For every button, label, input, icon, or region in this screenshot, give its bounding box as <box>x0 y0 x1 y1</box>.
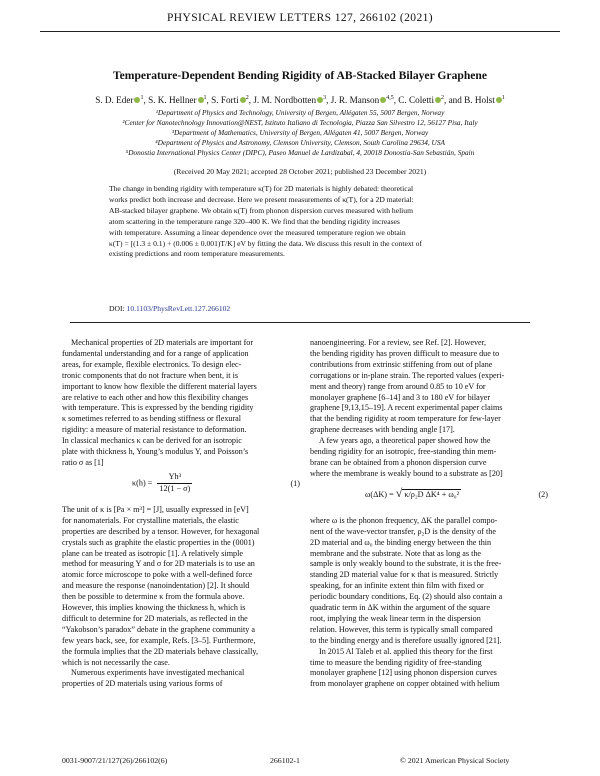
author-name: J. M. Nordbotten <box>253 95 317 106</box>
text-line: root, implying the weak linear term in the dispersion <box>310 613 481 623</box>
text-line: corrugations or in-plane strain. The reported values (experi- <box>310 370 505 380</box>
text-line: periodic boundary conditions, Eq. (2) should also contain a <box>310 592 503 602</box>
text-line: time to measure the bending rigidity of free-standing <box>310 657 482 667</box>
text-line: Mechanical properties of 2D materials are important for <box>71 338 254 347</box>
text-line: which is not necessarily the case. <box>62 657 170 667</box>
doi-label: DOI: <box>109 304 125 313</box>
equation-1-denominator: 12(1 − σ) <box>159 483 191 493</box>
text-line: from monolayer graphene on copper obtained with helium <box>310 679 500 689</box>
text-line: “Yakobson’s paradox” debate in the graphene community a <box>62 624 255 634</box>
author-affiliation-mark: 1 <box>140 95 144 101</box>
text-line: sample is only weakly bound to the substrate, it is the free- <box>310 559 502 569</box>
author <box>211 95 249 105</box>
text-line: where ω is the phonon frequency, ΔK the parallel compo- <box>310 515 498 525</box>
author <box>148 95 206 105</box>
text-line: nanoengineering. For a review, see Ref. [2]. However, <box>310 338 487 347</box>
text-line: where the membrane is weakly bound to a substrate as [20] <box>310 468 503 478</box>
author-name: C. Coletti <box>398 95 435 106</box>
equation-1-body <box>132 472 192 495</box>
text-line: few years back, see, for example, Refs. [3–5]. Furthermore, <box>62 635 256 645</box>
text-line: fundamental understanding and for a range of application <box>62 348 249 358</box>
abstract-line: works predict both increase and decrease. Here we present measurements of κ(T), for a 2D material: <box>109 194 414 204</box>
text-line: brane can be obtained from a phonon dispersion curve <box>310 457 487 467</box>
text-line: tronic components that do not fracture when bent, it is <box>62 370 238 380</box>
equation-2-body: ω(ΔK) = √ κ/ρ₂D ΔK⁴ + ω₀² <box>365 485 460 500</box>
author-affiliation-mark: 2 <box>441 95 445 101</box>
text-line: to the binding energy and is therefore usually ignored [21]. <box>310 635 502 645</box>
text-line: Numerous experiments have investigated mechanical <box>71 668 245 678</box>
abstract-line: atom scattering in the temperature range 320–400 K. We find that the bending rigidity increases <box>109 216 400 226</box>
text-line: graphene decreases with bending angle [17]. <box>310 425 455 435</box>
text-line: quadratic term in ΔK within the argument of the square <box>310 603 490 613</box>
author-affiliation-mark: 4,5 <box>386 95 394 101</box>
text-line: monolayer graphene [12] using phonon dispersion curves <box>310 668 497 678</box>
text-line: In classical mechanics κ can be derived for an isotropic <box>62 436 242 446</box>
paragraph <box>62 668 300 690</box>
text-line: are relative to each other and how this flexibility changes <box>62 392 249 402</box>
text-line: method for measuring Y and σ for 2D materials is to use an <box>62 559 255 569</box>
text-line: standing 2D material value for κ that is measured. Strictly <box>310 570 499 580</box>
equation-2-number: (2) <box>538 489 548 499</box>
author <box>331 95 394 105</box>
affiliation-3: ³Department of Mathematics, University of Bergen, Allégaten 41, 5007 Bergen, Norway <box>171 128 429 137</box>
text-line: with temperature. This is expressed by the bending rigidity <box>62 403 254 413</box>
text-line: κ sometimes referred to as bending stiffness or flexural <box>62 414 242 424</box>
abstract-line: AB-stacked bilayer graphene. We obtain κ(T) from phonon dispersion curves measured with helium <box>109 205 413 215</box>
affiliation-4: ⁴Department of Physics and Astronomy, Clemson University, Clemson, South Carolina 29634, USA <box>155 138 445 147</box>
text-line: bending rigidity for an isotropic, free-standing thin mem- <box>310 447 497 457</box>
abstract-line: κ(T) = [(1.3 ± 0.1) + (0.006 ± 0.001)T/K] eV by fitting the data. We discuss this result in the context of <box>109 238 422 248</box>
equation-2 <box>310 480 548 516</box>
text-line: monolayer graphene [6–14] and 3 to 180 eV for bilayer <box>310 392 491 402</box>
text-line: ratio σ as [1] <box>62 457 104 467</box>
text-line: nent of the wave-vector transfer, ρ₂D is the density of the <box>310 526 496 536</box>
author-affiliation-mark: 2 <box>245 95 249 101</box>
author <box>95 95 143 105</box>
text-line: properties are described by a tensor. However, for hexagonal <box>62 526 260 536</box>
running-head: PHYSICAL REVIEW LETTERS 127, 266102 (2021) <box>167 12 433 24</box>
abstract-line: The change in bending rigidity with temperature κ(T) for 2D materials is highly debated: theoretical <box>109 184 414 193</box>
footer-page: 266102-1 <box>270 756 300 765</box>
text-line: the formula implies that the 2D materials behave classically, <box>62 646 258 656</box>
doi <box>109 304 230 313</box>
abstract <box>109 184 495 260</box>
footer-copyright: © 2021 American Physical Society <box>400 756 510 765</box>
abstract-line: existing predictions and room temperature measurements. <box>109 249 285 259</box>
equation-1-number: (1) <box>290 478 300 488</box>
author-affiliation-mark: 1 <box>203 95 207 101</box>
header-rule <box>40 31 560 32</box>
footer-code: 0031-9007/21/127(26)/266102(6) <box>62 756 168 765</box>
paragraph <box>62 505 300 669</box>
text-line: that the bending rigidity at room temperature for few-layer <box>310 414 501 424</box>
text-line: graphene [9,13,15–19]. A recent experimental paper claims <box>310 403 503 413</box>
equation-1-lhs: κ(h) = <box>132 478 153 488</box>
text-line: difficult to determine for 2D materials, as reflected in the <box>62 613 248 623</box>
author <box>449 95 505 105</box>
author-name: S. Forti <box>211 95 239 106</box>
paragraph <box>310 647 548 691</box>
author-name: J. R. Manson <box>330 95 380 106</box>
paragraph <box>310 436 548 480</box>
text-line: A few years ago, a theoretical paper showed how the <box>319 436 491 446</box>
paragraph <box>310 338 548 436</box>
text-line: the bending rigidity has proven difficult to measure due to <box>310 348 500 358</box>
text-line: for nanomaterials. For crystalline materials, the elastic <box>62 515 239 525</box>
received-dates: (Received 20 May 2021; accepted 28 October 2021; published 23 December 2021) <box>173 167 427 176</box>
text-line: 2D material and ω₀ the binding energy between the thin <box>310 537 492 547</box>
text-line: crystals such as graphite the elastic properties in the (0001) <box>62 537 255 547</box>
abstract-line: with temperature. Assuming a linear dependence over the measured temperature region we obtain <box>109 227 406 237</box>
text-line: plane can be treated as isotropic [1]. A relatively simple <box>62 548 243 558</box>
paper-title: Temperature-Dependent Bending Rigidity of AB-Stacked Bilayer Graphene <box>112 69 488 82</box>
text-line: relation. However, this term is typically small compared <box>310 624 493 634</box>
text-line: then be possible to determine κ from the formula above. <box>62 592 245 602</box>
author-list: S. D. Eder $^1$, S. K. Hellner $^1$, S. Forti $^2$, J. M. Nordbotten $^3$, J. R. Manson $^{4,5}$, C. Coletti $^2$, and B. Holst $^1$ <box>95 95 505 106</box>
author-affiliation-mark: 1 <box>501 95 505 101</box>
paragraph <box>310 516 548 647</box>
author-name: S. K. Hellner <box>148 95 197 106</box>
text-line: and measure the response (nanoindentation) [2]. It should <box>62 581 250 591</box>
author-affiliation-mark: 3 <box>323 95 327 101</box>
text-line: areas, for example, flexible electronics. To design elec- <box>62 359 242 369</box>
left-column <box>62 338 300 690</box>
text-line: However, this implies knowing the thickness h, which is <box>62 603 246 613</box>
author <box>398 95 444 105</box>
author-name: S. D. Eder <box>95 95 134 106</box>
text-line: speaking, for an infinite extent thin film with fixed or <box>310 581 484 591</box>
text-line: atomic force microscope to poke with a well-defined force <box>62 570 253 580</box>
doi-link[interactable]: 10.1103/PhysRevLett.127.266102 <box>126 304 231 313</box>
text-line: contributions from extrinsic stiffening from out of plane <box>310 359 493 369</box>
equation-2-radicand: κ/ρ₂D ΔK⁴ + ω₀² <box>404 489 460 499</box>
text-line: important to know how flexible the different material layers <box>62 381 257 391</box>
paragraph <box>62 338 300 469</box>
author-name: and B. Holst <box>448 95 495 106</box>
affiliation-1: ¹Department of Physics and Technology, University of Bergen, Allégaten 55, 5007 Bergen, Norway <box>155 108 445 117</box>
author <box>253 95 326 105</box>
text-line: The unit of κ is [Pa × m³] = [J], usually expressed in [eV] <box>62 504 249 514</box>
text-line: ment and theory) range from around 0.85 to 10 eV for <box>310 381 486 391</box>
equation-1 <box>62 469 300 505</box>
text-line: properties of 2D materials using various forms of <box>62 679 223 689</box>
abstract-rule <box>70 322 530 323</box>
equation-2-lhs: ω(ΔK) = <box>365 489 394 499</box>
text-line: In 2015 Al Taleb et al. applied this theory for the first <box>319 646 493 656</box>
equation-1-numerator: Yh³ <box>157 472 192 484</box>
affiliation-2: ²Center for Nanotechnology Innovation@NEST, Istituto Italiano di Tecnologia, Piazza San Silvestro 12, 56127 Pisa, Italy <box>122 118 478 127</box>
text-line: plate with thickness h, Young’s modulus Y, and Poisson’s <box>62 447 249 457</box>
text-line: membrane and the substrate. Note that as long as the <box>310 548 482 558</box>
right-column <box>310 338 548 690</box>
affiliation-5: ⁵Donostia International Physics Center (DIPC), Paseo Manuel de Lardizabal, 4, 20018 Donostia-San Sebastián, Spain <box>125 148 475 157</box>
text-line: rigidity: a measure of material resistance to deformation. <box>62 425 247 435</box>
